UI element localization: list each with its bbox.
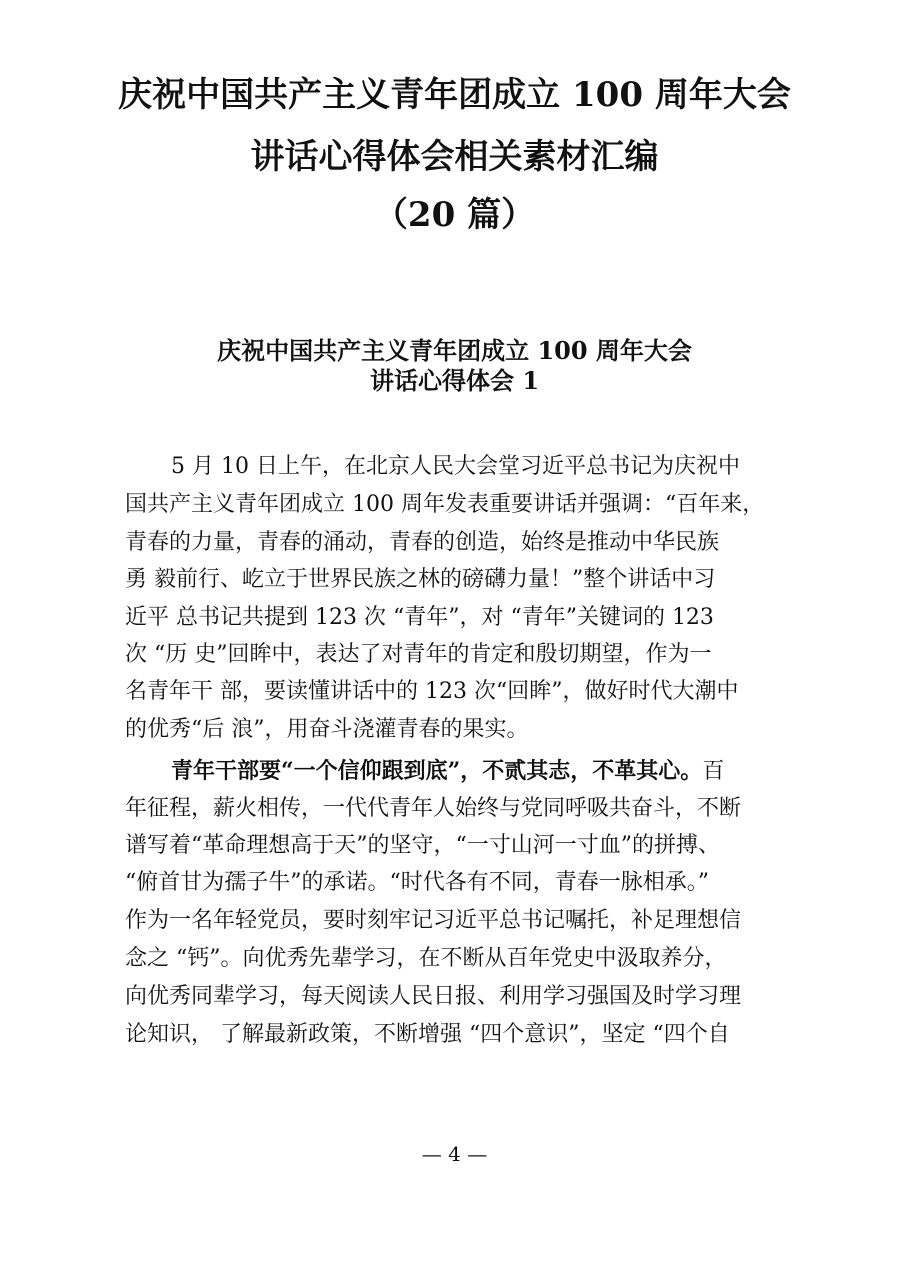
paragraph-2-lead-line [171,760,800,783]
paragraph-1-line: 勇 毅前行、屹立于世界民族之林的磅礴力量！”整个讲话中习 [125,567,716,592]
paragraph-1-line: 国共产主义青年团成立 100 周年发表重要讲话并强调：“百年来， [125,492,765,517]
paragraph-1-line: 5 月 10 日上午，在北京人民大会堂习近平总书记为庆祝中 [171,454,740,479]
paragraph-1-line: 近平 总书记共提到 123 次 “青年”，对 “青年”关键词的 123 [125,605,714,630]
page-number: — 4 — [421,1142,488,1166]
document-title-line-2: 讲话心得体会相关素材汇编 [250,137,659,177]
paragraph-2-line: 向优秀同辈学习，每天阅读人民日报、利用学习强国及时学习理 [125,984,742,1009]
paragraph-2-lead-text: 百 [702,759,725,784]
document-title-line-1: 庆祝中国共产主义青年团成立 100 周年大会 [118,75,791,115]
paragraph-2-line: 年征程，薪火相传，一代代青年人始终与党同呼吸共奋斗，不断 [125,796,742,821]
paragraph-1-line: 次 “历 史”回眸中，表达了对青年的肯定和殷切期望，作为一 [125,642,712,667]
section-title-line-1: 庆祝中国共产主义青年团成立 100 周年大会 [217,336,692,365]
paragraph-1-line: 的优秀“后 浪”，用奋斗浇灌青春的果实。 [125,717,529,742]
paragraph-2-line: 念之 “钙”。向优秀先辈学习，在不断从百年党史中汲取养分， [125,946,727,971]
paragraph-2-line: 作为一名年轻党员，要时刻牢记习近平总书记嘱托，补足理想信 [125,908,742,933]
section-title-line-2: 讲话心得体会 1 [369,366,540,395]
document-title-line-3: （20 篇） [373,195,536,235]
paragraph-1-line: 名青年干 部，要读懂讲话中的 123 次“回眸”，做好时代大潮中 [125,679,739,704]
paragraph-2-line: 谱写着“革命理想高于天”的坚守，“一寸山河一寸血”的拼搏、 [125,833,720,858]
paragraph-2-line: “俯首甘为孺子牛”的承诺。“时代各有不同，青春一脉相承。” [125,870,709,895]
paragraph-2-line: 论知识， 了解最新政策，不断增强 “四个意识”，坚定 “四个自 [125,1022,730,1047]
paragraph-2-heading: 青年干部要“一个信仰跟到底”，不贰其志，不革其心。 [171,758,703,784]
paragraph-1-line: 青春的力量，青春的涌动，青春的创造，始终是推动中华民族 [125,530,720,555]
